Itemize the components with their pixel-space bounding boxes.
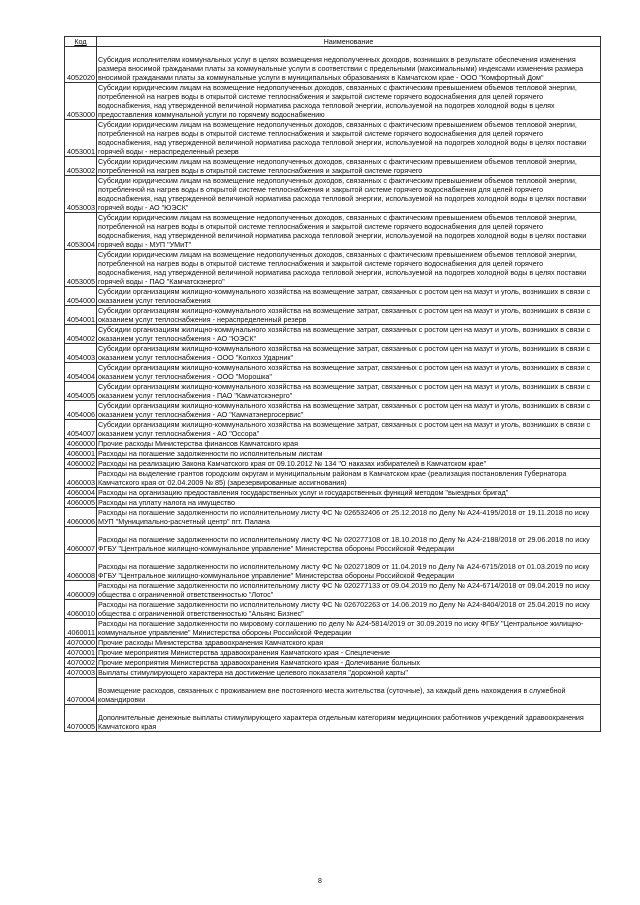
table-row [65, 459, 601, 469]
row-code: 4060003 [65, 469, 97, 488]
table-row [65, 658, 601, 668]
table-row [65, 705, 601, 732]
table-row [65, 120, 601, 157]
row-code: 4060000 [65, 439, 97, 449]
table-row [65, 619, 601, 638]
table-row [65, 439, 601, 449]
row-code: 4054000 [65, 287, 97, 306]
row-name: Расходы на уплату налога на имущество [97, 498, 601, 508]
row-code: 4053001 [65, 120, 97, 157]
table-row [65, 363, 601, 382]
row-code: 4070003 [65, 668, 97, 678]
row-name: Расходы на погашение задолженности по мировому соглашению по делу № А24-5814/2019 от 30.09.2019 по иску ФГБУ "Центральное жилищно-коммунальное управление" Министерства обороны Российской Федерации [97, 619, 601, 638]
table-row [65, 47, 601, 83]
row-code: 4054004 [65, 363, 97, 382]
row-name: Субсидия исполнителям коммунальных услуг в целях возмещения недополученных доходов, возникших в результате обеспечения изменения размера вносимой гражданами платы за коммунальные услуги в соответствии с предельными (максимальными) индексами изменения размера вносимой гражданами платы за коммунальные услуги в муниципальных образованиях в Камчатском крае - ООО "Комфортный Дом" [97, 47, 601, 83]
row-code: 4054003 [65, 344, 97, 363]
table-row [65, 668, 601, 678]
page-number: 8 [318, 878, 322, 885]
row-name: Прочие расходы Министерства финансов Камчатского края [97, 439, 601, 449]
header-name: Наименование [97, 37, 601, 47]
table-row [65, 449, 601, 459]
table-row [65, 325, 601, 344]
table-row [65, 250, 601, 287]
row-code: 4060011 [65, 619, 97, 638]
row-name: Прочие мероприятия Министерства здравоохранения Камчатского края - Спецлечение [97, 648, 601, 658]
row-code: 4053000 [65, 83, 97, 120]
table-row [65, 344, 601, 363]
row-code: 4070001 [65, 648, 97, 658]
row-name: Прочие мероприятия Министерства здравоохранения Камчатского края - Долечивание больных [97, 658, 601, 668]
row-name: Субсидии юридическим лицам на возмещение недополученных доходов, связанных с фактическим превышением объемов тепловой энергии, потребленной на нагрев воды в открытой системе теплоснабжения и закрытой системе горячего водоснабжения для целей горячего водоснабжения, над утвержденной величиной норматива расхода тепловой энергии, используемой на подогрев холодной воды в целях поставки горячей воды - нераспределенный резерв [97, 120, 601, 157]
row-name: Субсидии организациям жилищно-коммунального хозяйства на возмещение затрат, связанных с ростом цен на мазут и уголь, возникших в связи с оказанием услуг теплоснабжения - ООО "Колхоз Ударник" [97, 344, 601, 363]
row-name: Субсидии организациям жилищно-коммунального хозяйства на возмещение затрат, связанных с ростом цен на мазут и уголь, возникших в связи с оказанием услуг теплоснабжения - ПАО "Камчатскэнерго" [97, 382, 601, 401]
row-name: Субсидии юридическим лицам на возмещение недополученных доходов, связанных с фактическим превышением объемов тепловой энергии, потребленной на нагрев воды в открытой системе теплоснабжения и закрытой системе горячего водоснабжения для целей горячего водоснабжения, над утвержденной величиной норматива расхода тепловой энергии, используемой на подогрев холодной воды в целях поставки горячей воды - ПАО "Камчатскэнерго" [97, 250, 601, 287]
row-code: 4060009 [65, 581, 97, 600]
table-row [65, 157, 601, 176]
row-name: Расходы на выделение грантов городским округам и муниципальным районам в Камчатском крае (реализация постановления Губернатора Камчатского края от 02.04.2009 № 85) (зарезервированные ассигнования) [97, 469, 601, 488]
row-name: Субсидии юридическим лицам на возмещение недополученных доходов, связанных с фактическим превышением объемов тепловой энергии, потребленной на нагрев воды в открытой системе теплоснабжения и закрытой системе горячего водоснабжения для целей горячего водоснабжения, над утвержденной величиной норматива расхода тепловой энергии, используемой на подогрев холодной воды в целях поставки горячей воды - АО "ЮЭСК" [97, 176, 601, 213]
row-name: Субсидии юридическим лицам на возмещение недополученных доходов, связанных с фактическим превышением объемов тепловой энергии, потребленной на нагрев воды в открытой системе теплоснабжения и закрытой системе горячего [97, 157, 601, 176]
row-name: Субсидии юридическим лицам на возмещение недополученных доходов, связанных с фактическим превышением объемов тепловой энергии, потребленной на нагрев воды в открытой системе теплоснабжения и закрытой системе горячего водоснабжения для целей горячего водоснабжения, над утвержденной величиной норматива расхода тепловой энергии, используемой на подогрев холодной воды в целях поставки горячей воды - МУП "УМиТ" [97, 213, 601, 250]
table-row [65, 527, 601, 554]
table-row [65, 678, 601, 705]
row-code: 4070002 [65, 658, 97, 668]
row-code: 4053005 [65, 250, 97, 287]
row-name: Субсидии юридическим лицам на возмещение недополученных доходов, связанных с фактическим превышением объемов тепловой энергии, потребленной на нагрев воды в открытой системе теплоснабжения и закрытой системе горячего водоснабжения для целей горячего водоснабжения, над утвержденной величиной норматива расхода тепловой энергии, используемой на подогрев холодной воды в целях предоставления коммунальной услуги по горячему водоснабжению [97, 83, 601, 120]
table-row [65, 554, 601, 581]
table-row [65, 469, 601, 488]
row-code: 4053004 [65, 213, 97, 250]
row-code: 4060006 [65, 508, 97, 527]
row-code: 4054005 [65, 382, 97, 401]
row-code: 4060010 [65, 600, 97, 619]
table-row [65, 382, 601, 401]
table-row [65, 581, 601, 600]
table-row [65, 638, 601, 648]
header-code: Код [65, 37, 97, 47]
row-code: 4052020 [65, 47, 97, 83]
table-row [65, 648, 601, 658]
table-row [65, 83, 601, 120]
row-name: Субсидии организациям жилищно-коммунального хозяйства на возмещение затрат, связанных с ростом цен на мазут и уголь, возникших в связи с оказанием услуг теплоснабжения - нераспределенный резерв [97, 306, 601, 325]
table-row [65, 488, 601, 498]
table-row [65, 213, 601, 250]
row-name: Субсидии организациям жилищно-коммунального хозяйства на возмещение затрат, связанных с ростом цен на мазут и уголь, возникших в связи с оказанием услуг теплоснабжения - АО "Камчатэнергосервис" [97, 401, 601, 420]
row-code: 4054001 [65, 306, 97, 325]
row-name: Расходы на погашение задолженности по исполнительному листу ФС № 020271809 от 11.04.2019 по Делу № А24-6715/2018 от 01.03.2019 по иску ФГБУ "Центральное жилищно-коммунальное управление" Министерства обороны Российской Федерации [97, 554, 601, 581]
row-code: 4054006 [65, 401, 97, 420]
table-row [65, 508, 601, 527]
row-code: 4060004 [65, 488, 97, 498]
row-name: Субсидии организациям жилищно-коммунального хозяйства на возмещение затрат, связанных с ростом цен на мазут и уголь, возникших в связи с оказанием услуг теплоснабжения - ООО "Морошка" [97, 363, 601, 382]
table-row [65, 287, 601, 306]
table-row [65, 498, 601, 508]
row-name: Расходы на погашение задолженности по исполнительному листу ФС № 020277108 от 18.10.2018 по Делу № А24-2188/2018 от 29.06.2018 по иску ФГБУ "Центральное жилищно-коммунальное управление" Министерства обороны Российской Федерации [97, 527, 601, 554]
row-code: 4060005 [65, 498, 97, 508]
row-code: 4070004 [65, 678, 97, 705]
row-name: Расходы на погашение задолженности по исполнительным листам [97, 449, 601, 459]
row-name: Расходы на погашение задолженности по исполнительному листу ФС № 026702263 от 14.06.2019 по Делу № А24-8404/2018 от 25.04.2019 по иску общества с ограниченной ответственностью "Альянс Бизнес" [97, 600, 601, 619]
row-name: Дополнительные денежные выплаты стимулирующего характера отдельным категориям медицинских работников учреждений здравоохранения Камчатского края [97, 705, 601, 732]
row-name: Субсидии организациям жилищно-коммунального хозяйства на возмещение затрат, связанных с ростом цен на мазут и уголь, возникших в связи с оказанием услуг теплоснабжения - АО "Оссора" [97, 420, 601, 439]
row-code: 4053003 [65, 176, 97, 213]
row-code: 4070000 [65, 638, 97, 648]
table-row [65, 306, 601, 325]
row-code: 4060008 [65, 554, 97, 581]
row-code: 4060002 [65, 459, 97, 469]
row-name: Выплаты стимулирующего характера на достижение целевого показателя "дорожной карты" [97, 668, 601, 678]
row-code: 4060007 [65, 527, 97, 554]
row-code: 4054002 [65, 325, 97, 344]
codes-table [64, 36, 601, 732]
table-row [65, 600, 601, 619]
row-name: Расходы на погашение задолженности по исполнительному листу ФС № 026532406 от 25.12.2018 по Делу № А24-4195/2018 от 19.11.2018 по иску МУП "Муниципально-расчетный центр" пгт. Палана [97, 508, 601, 527]
row-code: 4070005 [65, 705, 97, 732]
row-name: Расходы на организацию предоставления государственных услуг и государственных функций методом "выездных бригад" [97, 488, 601, 498]
table-header-row [65, 37, 601, 47]
table-row [65, 176, 601, 213]
row-name: Субсидии организациям жилищно-коммунального хозяйства на возмещение затрат, связанных с ростом цен на мазут и уголь, возникших в связи с оказанием услуг теплоснабжения - АО "ЮЭСК" [97, 325, 601, 344]
row-name: Расходы на реализацию Закона Камчатского края от 09.10.2012 № 134 "О наказах избирателей в Камчатском крае" [97, 459, 601, 469]
table-row [65, 420, 601, 439]
row-code: 4053002 [65, 157, 97, 176]
row-name: Возмещение расходов, связанных с проживанием вне постоянного места жительства (суточные), за каждый день нахождения в служебной командировки [97, 678, 601, 705]
row-name: Субсидии организациям жилищно-коммунального хозяйства на возмещение затрат, связанных с ростом цен на мазут и уголь, возникших в связи с оказанием услуг теплоснабжения [97, 287, 601, 306]
row-code: 4054007 [65, 420, 97, 439]
row-name: Расходы на погашение задолженности по исполнительному листу ФС № 020277133 от 09.04.2019 по Делу № А24-6714/2018 от 09.04.2019 по иску общества с ограниченной ответственностью "Лотос" [97, 581, 601, 600]
table-row [65, 401, 601, 420]
row-name: Прочие расходы Министерства здравоохранения Камчатского края [97, 638, 601, 648]
row-code: 4060001 [65, 449, 97, 459]
